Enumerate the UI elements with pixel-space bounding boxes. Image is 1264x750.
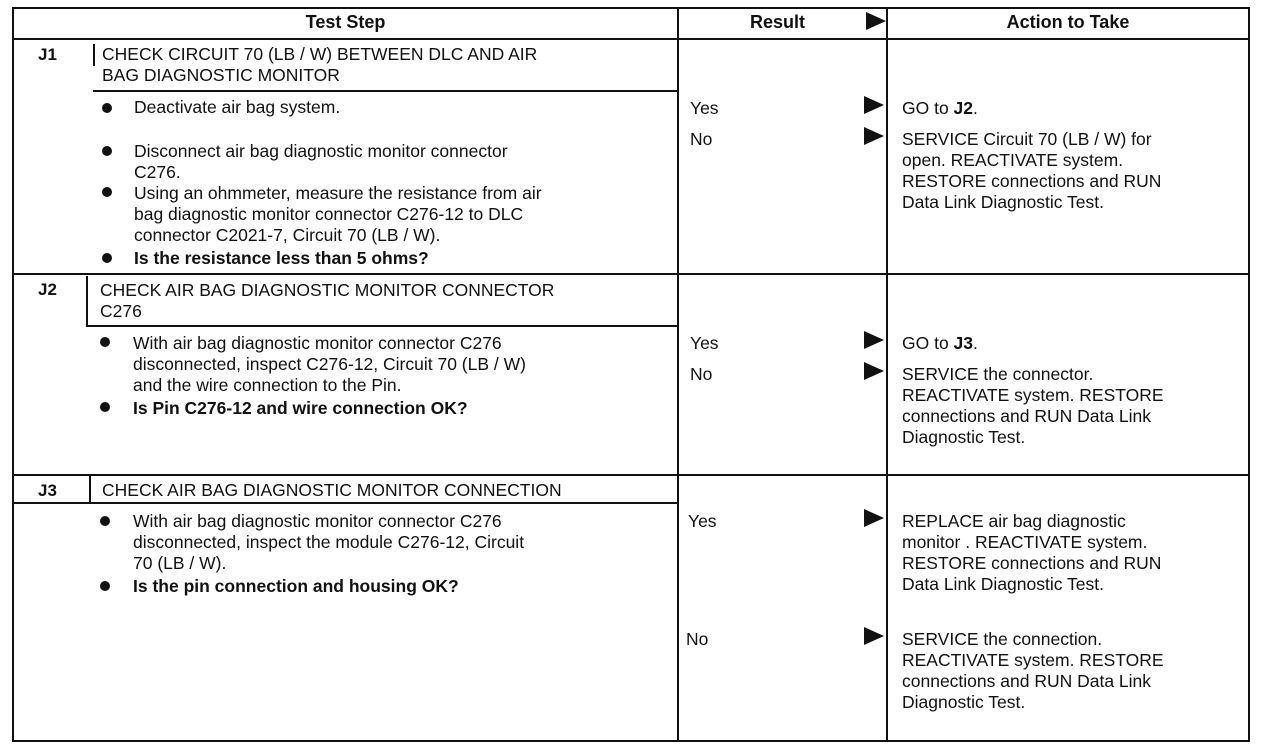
j1-id-divider — [93, 44, 95, 66]
result-label: No — [690, 364, 713, 384]
step-bullet: With air bag diagnostic monitor connector C276 disconnected, inspect C276-12, Circuit 70 (LB / W) and the wire connection to the Pin. — [133, 333, 526, 395]
bullet-icon — [100, 337, 110, 347]
step-bullet: Disconnect air bag diagnostic monitor connector C276. — [134, 141, 508, 182]
row-divider-j1-j2 — [12, 273, 1250, 275]
step-question: Is Pin C276-12 and wire connection OK? — [133, 398, 468, 418]
step-title: CHECK CIRCUIT 70 (LB / W) BETWEEN DLC AND AIR BAG DIAGNOSTIC MONITOR — [102, 44, 538, 85]
result-label: Yes — [688, 511, 717, 531]
arrow-icon — [864, 331, 884, 349]
header-arrow-icon — [866, 12, 886, 30]
step-bullet: Using an ohmmeter, measure the resistance from air bag diagnostic monitor connector C276-12 to DLC connector C2021-7, Circuit 70 (LB / W). — [134, 183, 542, 245]
arrow-icon — [864, 362, 884, 380]
bullet-icon — [102, 187, 112, 197]
column-divider-step-result — [677, 7, 679, 740]
arrow-icon — [864, 96, 884, 114]
j1-title-underline — [93, 90, 677, 92]
step-title: CHECK AIR BAG DIAGNOSTIC MONITOR CONNECTOR C276 — [100, 280, 555, 321]
action-text: REPLACE air bag diagnostic monitor . REACTIVATE system. RESTORE connections and RUN Data Link Diagnostic Test. — [902, 511, 1162, 594]
bullet-icon — [102, 146, 112, 156]
header-action: Action to Take — [1006, 12, 1130, 32]
step-bullet: With air bag diagnostic monitor connector C276 disconnected, inspect the module C276-12, Circuit 70 (LB / W). — [133, 511, 525, 573]
result-label: No — [686, 629, 709, 649]
arrow-icon — [864, 127, 884, 145]
bullet-icon — [100, 402, 110, 412]
action-text: GO to J2. — [902, 98, 978, 118]
bullet-icon — [102, 103, 112, 113]
action-text: SERVICE the connector. REACTIVATE system. RESTORE connections and RUN Data Link Diagnostic Test. — [902, 364, 1164, 447]
j2-title-underline — [86, 325, 677, 327]
header-test-step: Test Step — [305, 12, 386, 32]
step-bullet: Deactivate air bag system. — [134, 97, 341, 117]
table-border-top — [12, 7, 1250, 9]
arrow-icon — [864, 509, 884, 527]
step-question: Is the resistance less than 5 ohms? — [134, 248, 429, 268]
table-border-left — [12, 7, 14, 742]
result-label: Yes — [690, 333, 719, 353]
arrow-icon — [864, 627, 884, 645]
table-border-right — [1248, 7, 1250, 742]
j3-id-divider — [89, 476, 91, 503]
step-id: J3 — [38, 481, 57, 500]
header-divider — [12, 38, 1250, 40]
step-title: CHECK AIR BAG DIAGNOSTIC MONITOR CONNECTION — [102, 480, 562, 500]
row-divider-j2-j3 — [12, 474, 1250, 476]
step-id: J2 — [38, 280, 57, 299]
result-label: Yes — [690, 98, 719, 118]
column-divider-result-action — [886, 7, 888, 740]
step-id: J1 — [38, 45, 57, 64]
action-text: SERVICE Circuit 70 (LB / W) for open. REACTIVATE system. RESTORE connections and RUN Data Link Diagnostic Test. — [902, 129, 1162, 212]
step-question: Is the pin connection and housing OK? — [133, 576, 459, 596]
bullet-icon — [102, 253, 112, 263]
header-result: Result — [749, 12, 805, 32]
bullet-icon — [100, 516, 110, 526]
j3-title-underline — [12, 502, 677, 504]
action-text: GO to J3. — [902, 333, 978, 353]
action-text: SERVICE the connection. REACTIVATE system. RESTORE connections and RUN Data Link Diagnostic Test. — [902, 629, 1164, 712]
j2-id-divider — [86, 276, 88, 325]
table-border-bottom — [12, 740, 1250, 742]
bullet-icon — [100, 581, 110, 591]
result-label: No — [690, 129, 713, 149]
